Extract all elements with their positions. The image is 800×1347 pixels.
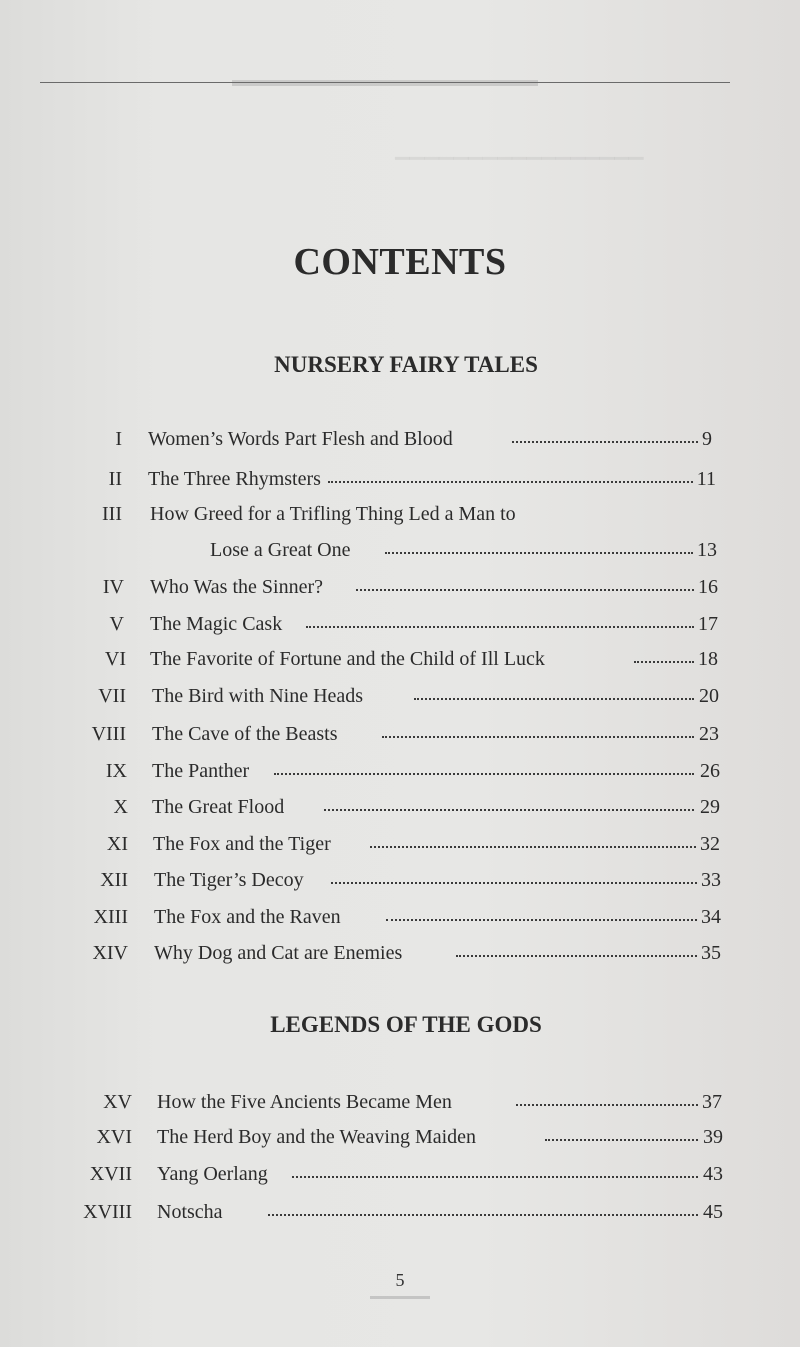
entry-page: 33 <box>701 869 721 891</box>
toc-entry[interactable] <box>0 829 800 859</box>
entry-number: XVIII <box>83 1201 132 1223</box>
dot-leader <box>385 552 693 554</box>
toc-entry[interactable] <box>0 902 800 932</box>
entry-title: The Favorite of Fortune and the Child of Ill Luck <box>150 648 545 670</box>
footer-shadow <box>370 1296 430 1299</box>
entry-title: Yang Oerlang <box>157 1163 268 1185</box>
entry-title: The Fox and the Tiger <box>153 833 331 855</box>
entry-number: XIII <box>93 906 128 928</box>
entry-page: 16 <box>698 576 718 598</box>
dot-leader <box>268 1214 698 1216</box>
entry-title: The Magic Cask <box>150 613 283 635</box>
toc-entry[interactable] <box>0 572 800 602</box>
entry-page: 11 <box>696 468 716 490</box>
entry-number: XV <box>103 1091 132 1113</box>
entry-title: The Fox and the Raven <box>154 906 341 928</box>
entry-title: Women’s Words Part Flesh and Blood <box>148 428 453 450</box>
dot-leader <box>512 441 698 443</box>
toc-entry[interactable] <box>0 938 800 968</box>
entry-title: The Three Rhymsters <box>148 468 321 490</box>
entry-page: 34 <box>701 906 721 928</box>
entry-page: 13 <box>697 539 717 561</box>
toc-entry[interactable] <box>0 865 800 895</box>
dot-leader <box>545 1139 698 1141</box>
entry-number: VI <box>104 648 126 670</box>
dot-leader <box>456 955 697 957</box>
entry-number: XI <box>106 833 128 855</box>
entry-number: VII <box>98 685 126 707</box>
toc-entry[interactable] <box>0 792 800 822</box>
dot-leader <box>386 919 697 921</box>
toc-entry[interactable] <box>0 1087 800 1117</box>
toc-entry[interactable] <box>0 424 800 454</box>
toc-entry[interactable] <box>0 609 800 639</box>
entry-page: 35 <box>701 942 721 964</box>
dot-leader <box>356 589 694 591</box>
toc-entry[interactable] <box>0 499 800 529</box>
entry-number: XVI <box>96 1126 132 1148</box>
toc-entry-continuation[interactable] <box>0 535 800 565</box>
entry-number: II <box>108 468 122 490</box>
toc-entry[interactable] <box>0 1197 800 1227</box>
entry-page: 26 <box>700 760 720 782</box>
header-rule-shadow <box>232 80 538 86</box>
dot-leader <box>382 736 694 738</box>
entry-title: How Greed for a Trifling Thing Led a Man to <box>150 503 516 525</box>
dot-leader <box>370 846 696 848</box>
toc-entry[interactable] <box>0 1159 800 1189</box>
dot-leader <box>414 698 694 700</box>
entry-number: III <box>102 503 122 525</box>
entry-page: 29 <box>700 796 720 818</box>
entry-number: I <box>115 428 122 450</box>
toc-entry[interactable] <box>0 681 800 711</box>
toc-entry[interactable] <box>0 756 800 786</box>
entry-title: Why Dog and Cat are Enemies <box>154 942 403 964</box>
entry-number: VIII <box>91 723 126 745</box>
entry-page: 43 <box>703 1163 723 1185</box>
entry-number: IX <box>105 760 127 782</box>
entry-number: XIV <box>92 942 128 964</box>
entry-page: 39 <box>703 1126 723 1148</box>
entry-title: The Great Flood <box>152 796 285 818</box>
entry-title: The Bird with Nine Heads <box>152 685 364 707</box>
entry-number: XVII <box>89 1163 132 1185</box>
entry-title: The Cave of the Beasts <box>152 723 338 745</box>
header-rule <box>40 82 730 83</box>
toc-entry[interactable] <box>0 719 800 749</box>
page-title: CONTENTS <box>293 241 507 283</box>
entry-title-continued: Lose a Great One <box>210 539 351 561</box>
toc-entry[interactable] <box>0 644 800 674</box>
entry-page: 9 <box>702 428 712 450</box>
section-heading-nursery: NURSERY FAIRY TALES <box>274 352 538 377</box>
toc-entry[interactable] <box>0 1122 800 1152</box>
entry-title: Who Was the Sinner? <box>150 576 323 598</box>
dot-leader <box>292 1176 698 1178</box>
entry-page: 45 <box>703 1201 723 1223</box>
toc-entry[interactable] <box>0 464 800 494</box>
dot-leader <box>331 882 697 884</box>
entry-title: Notscha <box>157 1201 223 1223</box>
dot-leader <box>328 481 693 483</box>
entry-number: IV <box>102 576 124 598</box>
entry-page: 37 <box>702 1091 722 1113</box>
section-heading-legends: LEGENDS OF THE GODS <box>270 1012 542 1037</box>
entry-title: The Tiger’s Decoy <box>154 869 304 891</box>
entry-title: The Herd Boy and the Weaving Maiden <box>157 1126 477 1148</box>
entry-page: 17 <box>698 613 718 635</box>
dot-leader <box>516 1104 698 1106</box>
entry-page: 20 <box>699 685 719 707</box>
entry-title: How the Five Ancients Became Men <box>157 1091 452 1113</box>
entry-page: 32 <box>700 833 720 855</box>
entry-number: V <box>109 613 124 635</box>
entry-title: The Panther <box>152 760 250 782</box>
entry-number: X <box>113 796 128 818</box>
dot-leader <box>274 773 694 775</box>
entry-page: 23 <box>699 723 719 745</box>
entry-page: 18 <box>698 648 718 670</box>
page-number: 5 <box>395 1270 405 1290</box>
dot-leader <box>324 809 694 811</box>
dot-leader <box>306 626 694 628</box>
bleed-through-text: ▁▁▁▁▁▁▁▁▁▁▁▁▁▁▁▁▁ <box>395 139 644 160</box>
entry-number: XII <box>100 869 128 891</box>
